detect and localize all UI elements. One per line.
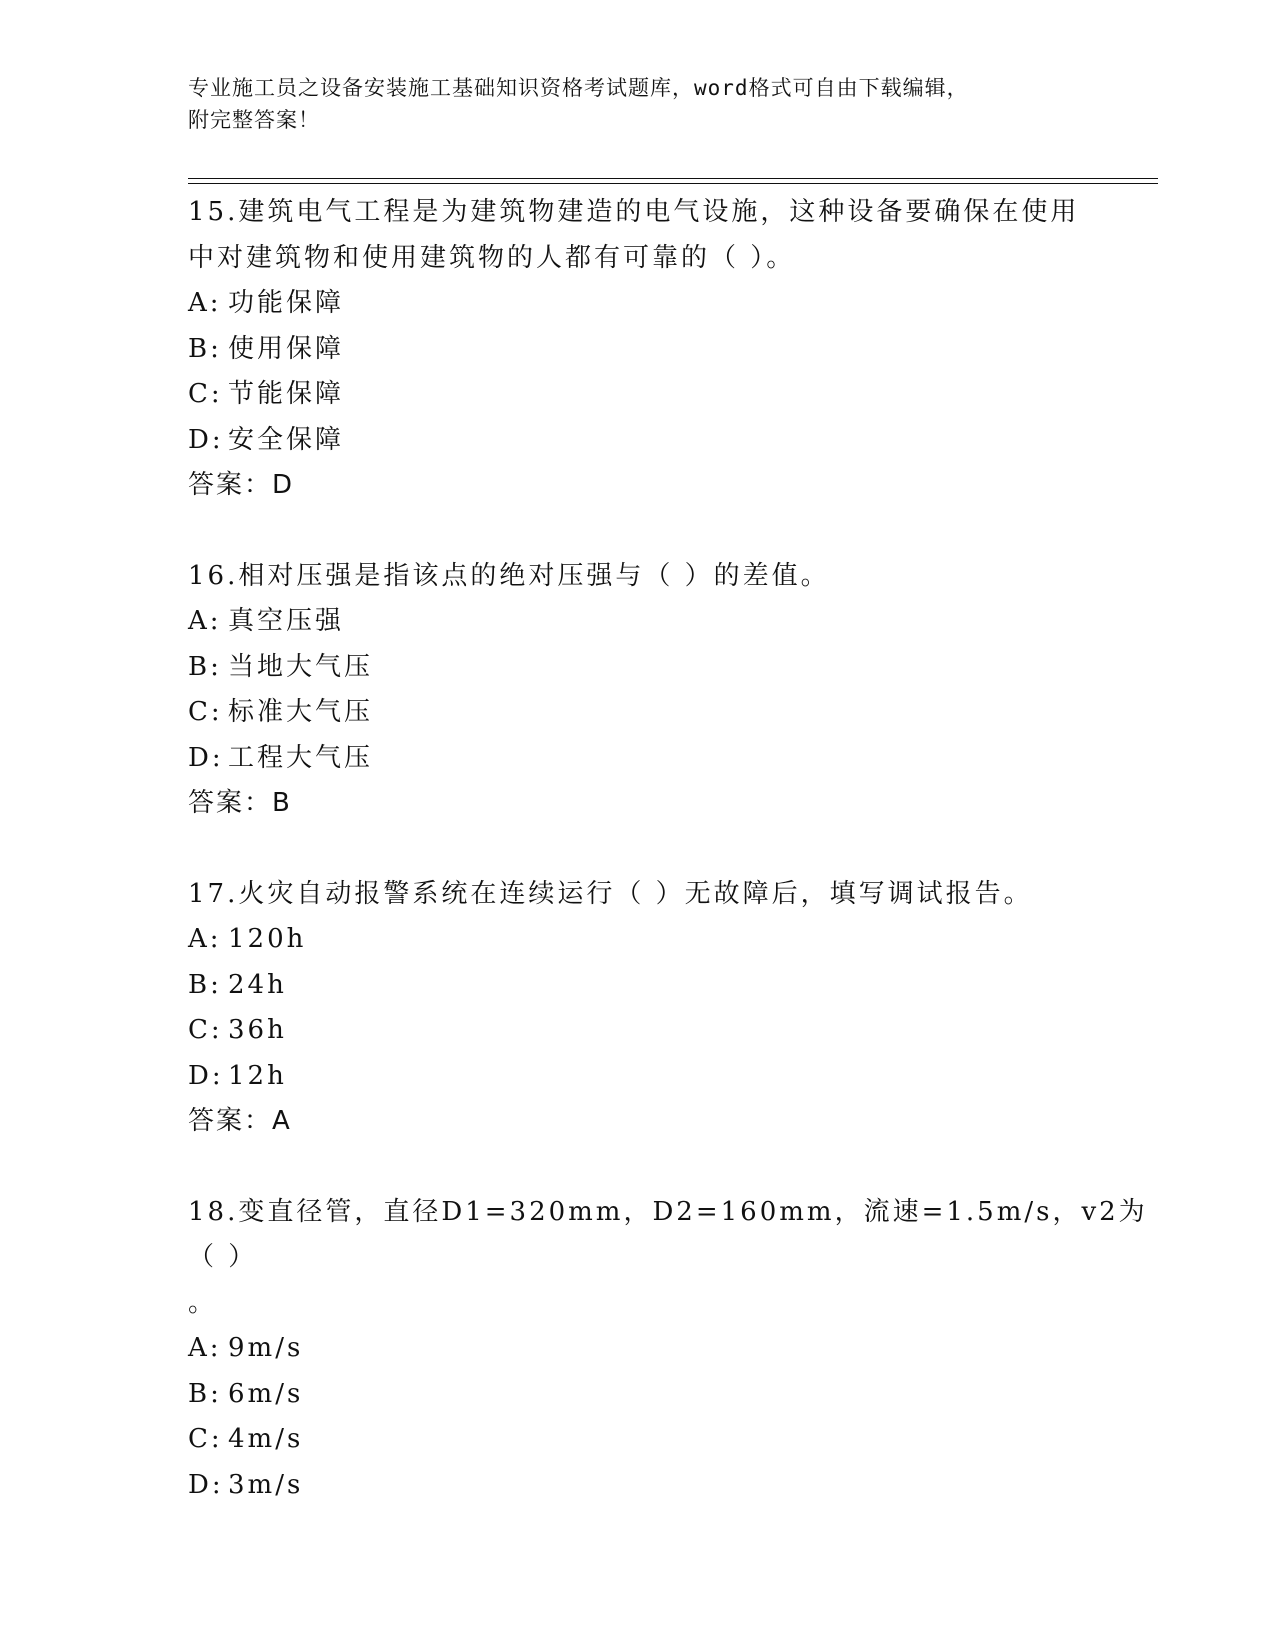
question-17 — [188, 872, 1148, 1145]
option-letter: C: — [188, 1015, 223, 1045]
option-letter: A: — [188, 1333, 222, 1363]
option-text: 4m/s — [228, 1424, 304, 1454]
option-letter: B: — [188, 969, 222, 1000]
option-a — [188, 1326, 1148, 1372]
option-text: 36h — [228, 1015, 287, 1045]
option-text: 当地大气压 — [228, 651, 374, 682]
header-rule-top — [188, 178, 1158, 179]
option-text: 9m/s — [228, 1333, 304, 1363]
option-a — [188, 599, 1148, 645]
option-c — [188, 1008, 1148, 1054]
question-18 — [188, 1190, 1148, 1509]
option-text: 6m/s — [228, 1378, 304, 1409]
option-letter: D: — [188, 1060, 224, 1091]
option-letter: D: — [188, 742, 224, 773]
option-letter: B: — [188, 651, 222, 682]
question-15 — [188, 190, 1148, 509]
header-rule-bottom — [188, 183, 1158, 184]
question-stem-line: 15.建筑电气工程是为建筑物建造的电气设施，这种设备要确保在使用 — [188, 197, 1080, 227]
option-text: 工程大气压 — [228, 742, 374, 773]
question-stem-line: 。 — [188, 1287, 218, 1318]
question-stem-line: 中对建筑物和使用建筑物的人都有可靠的（ ）。 — [188, 242, 796, 273]
option-letter: A: — [188, 924, 222, 954]
answer-line: 答案：A — [188, 1106, 292, 1136]
option-text: 标准大气压 — [228, 697, 374, 727]
option-text: 3m/s — [228, 1469, 304, 1500]
option-text: 120h — [228, 924, 307, 954]
answer-line: 答案：D — [188, 470, 295, 500]
option-d — [188, 1463, 1148, 1509]
option-letter: C: — [188, 697, 223, 727]
option-a — [188, 281, 1148, 327]
question-stem-line: 16.相对压强是指该点的绝对压强与（ ）的差值。 — [188, 560, 830, 591]
option-letter: C: — [188, 379, 223, 409]
question-16 — [188, 554, 1148, 827]
question-stem-line: 18.变直径管，直径D1=320mm，D2=160mm，流速=1.5m/s，v2为（ ） — [188, 1196, 1148, 1272]
option-b — [188, 327, 1148, 373]
option-text: 使用保障 — [228, 333, 345, 364]
option-c — [188, 690, 1148, 736]
option-letter: D: — [188, 1469, 224, 1500]
header-line-2: 附完整答案！ — [188, 108, 320, 132]
option-d — [188, 1054, 1148, 1100]
option-letter: A: — [188, 606, 222, 636]
question-stem-line: 17.火灾自动报警系统在连续运行（ ）无故障后，填写调试报告。 — [188, 878, 1033, 909]
option-letter: B: — [188, 1378, 222, 1409]
option-a — [188, 917, 1148, 963]
answer-line: 答案：B — [188, 788, 292, 818]
option-letter: B: — [188, 333, 222, 364]
option-b — [188, 1372, 1148, 1418]
question-list — [188, 190, 1148, 1508]
option-letter: A: — [188, 288, 222, 318]
option-d — [188, 736, 1148, 782]
option-d — [188, 418, 1148, 464]
option-text: 功能保障 — [228, 288, 345, 318]
option-c — [188, 1417, 1148, 1463]
option-b — [188, 963, 1148, 1009]
header-line-1: 专业施工员之设备安装施工基础知识资格考试题库，word格式可自由下载编辑， — [188, 76, 969, 100]
option-text: 12h — [228, 1060, 287, 1091]
option-text: 节能保障 — [228, 379, 345, 409]
option-b — [188, 645, 1148, 691]
document-header — [188, 72, 1088, 136]
option-c — [188, 372, 1148, 418]
option-letter: C: — [188, 1424, 223, 1454]
option-letter: D: — [188, 424, 224, 455]
option-text: 真空压强 — [228, 606, 345, 636]
option-text: 安全保障 — [228, 424, 345, 455]
option-text: 24h — [228, 969, 287, 1000]
